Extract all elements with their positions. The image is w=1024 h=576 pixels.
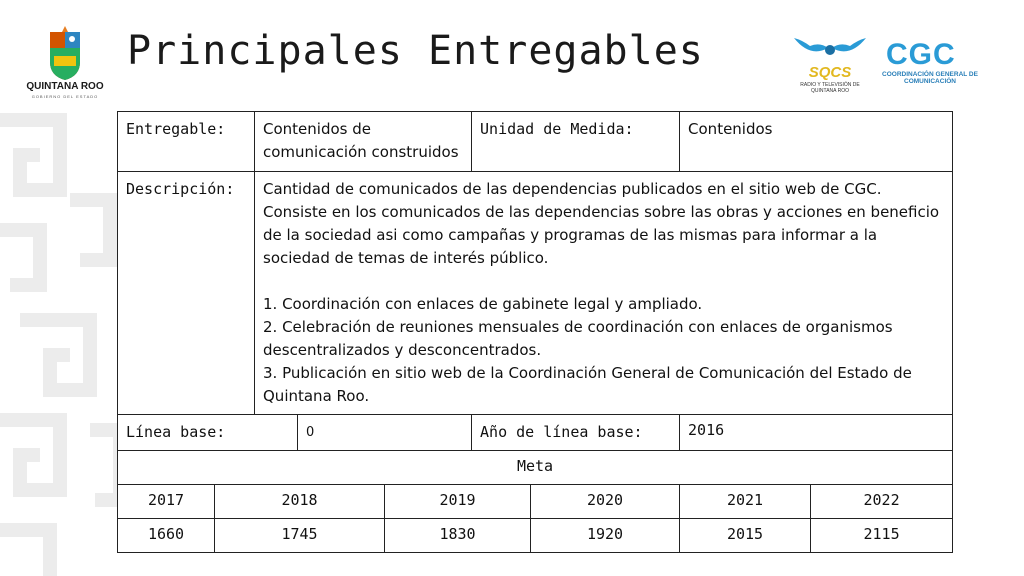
linea-base-row (118, 415, 953, 451)
year-cell: 2020 (531, 485, 680, 519)
state-slogan: GOBIERNO DEL ESTADO (31, 94, 99, 99)
unidad-value: Contenidos (680, 112, 953, 172)
state-name: QUINTANA ROO (26, 81, 104, 92)
linea-base-value: 0 (298, 415, 472, 451)
sqcs-name: SQCS (808, 64, 852, 81)
cgc-subtitle: COORDINACIÓN GENERAL DE COMUNICACIÓN (882, 71, 978, 85)
sqcs-subtitle: RADIO Y TELEVISIÓN DE QUINTANA ROO (800, 82, 860, 94)
cgc-name: CGC (886, 38, 956, 71)
background-pattern (0, 100, 130, 576)
entregable-label: Entregable: (118, 112, 255, 172)
cgc-logo (878, 38, 982, 88)
page-title: Principales Entregables (127, 28, 704, 74)
descripcion-label: Descripción: (118, 172, 255, 415)
meta-value-cell: 2115 (811, 519, 953, 553)
coat-of-arms-icon (24, 26, 106, 82)
anio-linea-base-value: 2016 (680, 415, 953, 451)
unidad-label: Unidad de Medida: (472, 112, 680, 172)
year-cell: 2018 (215, 485, 385, 519)
descripcion-item: 3. Publicación en sitio web de la Coordinación General de Comunicación del Estado de Quintana Roo. (263, 364, 912, 405)
meta-header-row (118, 451, 953, 485)
year-cell: 2019 (385, 485, 531, 519)
sqcs-logo (790, 34, 870, 96)
meta-value-cell: 2015 (680, 519, 811, 553)
descripcion-item: 2. Celebración de reuniones mensuales de coordinación con enlaces de organismos descentralizados y desconcentrados. (263, 318, 893, 359)
meta-label: Meta (118, 451, 953, 485)
years-row (118, 485, 953, 519)
meta-value-cell: 1830 (385, 519, 531, 553)
entregable-value: Contenidos de comunicación construidos (255, 112, 472, 172)
descripcion-value (255, 172, 953, 415)
year-cell: 2022 (811, 485, 953, 519)
deliverables-table (117, 111, 953, 553)
descripcion-row (118, 172, 953, 415)
quintana-roo-logo (24, 26, 106, 106)
year-cell: 2017 (118, 485, 215, 519)
meta-value-cell: 1745 (215, 519, 385, 553)
wings-icon (790, 34, 870, 66)
descripcion-intro: Cantidad de comunicados de las dependencias publicados en el sitio web de CGC. Consiste en los comunicados de las dependencias sobre las obras y acciones en beneficio de la sociedad asi como campañas y programas de las mismas para informar a la sociedad de temas de interés público. (263, 180, 940, 267)
meta-values-row (118, 519, 953, 553)
linea-base-label: Línea base: (118, 415, 298, 451)
anio-linea-base-label: Año de línea base: (472, 415, 680, 451)
entregable-row (118, 112, 953, 172)
year-cell: 2021 (680, 485, 811, 519)
meta-value-cell: 1660 (118, 519, 215, 553)
meta-value-cell: 1920 (531, 519, 680, 553)
descripcion-item: 1. Coordinación con enlaces de gabinete legal y ampliado. (263, 295, 703, 313)
